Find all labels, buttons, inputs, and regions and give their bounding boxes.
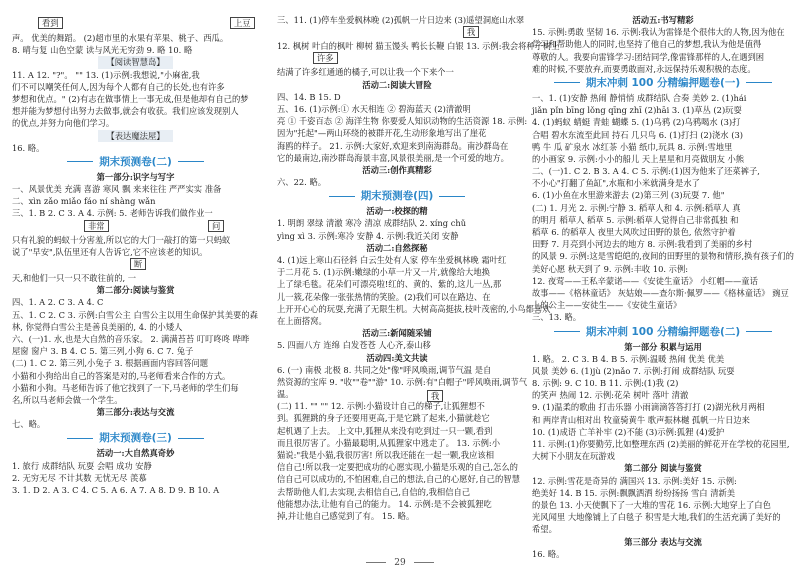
answer-line: 田野 7. 月亮到小河边去的地方 8. 示例:我看到了美丽的乡村 — [532, 239, 753, 250]
answer-line: 1. 略。 2. C 3. B 4. B 5. 示例:温暖 热闹 优美 优美 — [532, 353, 725, 364]
section-label: 【阅读智慧岛】 — [12, 56, 259, 68]
answer-line: 亮 ① 千姿百态 ② 海洋生物 你要爱人知识动物的生活资源 18. 示例: — [277, 116, 528, 127]
answer-line: 鸭 牛 瓜 矿泉水 冰红茶 小猫 纸巾,玩具 8. 示例:雪地里 — [532, 141, 733, 152]
answer-line: 难的时候,不要放弃,而要勇敢面对,永远保持乐观积极的态度。 — [532, 63, 756, 74]
handwriting-box: 问 — [208, 220, 224, 232]
answer-line: 上了绿毛毯。花朵们可漂亮啦!红的、黄的、紫的,这儿一丛,那 — [277, 279, 502, 290]
answer-line: 三、1. B 2. C 3. A 4. 示例: 5. 老师告诉我们做作业一 — [12, 208, 213, 219]
activity-title: 活动三:创作真精彩 — [362, 164, 432, 175]
page-number: 29 — [0, 559, 800, 568]
answer-line: 6. (1)小鱼在水里游来游去 (2)第三列 (3)玩耍 7. 他" — [532, 190, 725, 201]
answer-line: 的风景 9. 示例:这是雪皑皑的,夜间的田野里的景物和情形,换有孩子们的 — [532, 251, 794, 262]
part-title: 第三部分:表达与交流 — [96, 407, 175, 418]
answer-line: 16. 略。 — [532, 548, 565, 559]
answer-line: 六、22. 略。 — [277, 177, 327, 188]
exam-title: 期末预测卷(四) — [277, 188, 517, 205]
activity-title: 活动二:自然探秘 — [366, 242, 428, 253]
answer-line: 三、11. (1)停车坐爱枫林晚 (2)孤帆一片日边来 (3)遥望洞庭山水翠 — [277, 15, 525, 25]
handwriting-box: 我 — [463, 26, 479, 38]
answer-line: 它的最南边,南沙群岛海景丰富,风景很美丽,是一个可爱的地方。 — [277, 152, 509, 163]
answer-line: (二) 1. 月光 2. 示例:宁静 3. 稻草人和 4. 示例:稻草人 真 — [532, 202, 741, 213]
handwriting-box: 上豆 — [230, 17, 255, 29]
answer-line: 五、16. (1)示例:① 水天相连 ② 碧海蓝天 (2)清澈明 — [277, 103, 471, 114]
exam-title: 期末冲刺 100 分精编押题卷(一) — [532, 75, 794, 92]
answer-line: 去帮助他人们,去实现,去相信自己,自信的,我相信自己 — [277, 486, 471, 497]
answer-line: 11. 示例:(1)你要勤劳,比如整理东西 (2)美丽的鲜花开在学校的花园里, — [532, 439, 790, 449]
answer-line: 大树下小朋友在玩游戏 — [532, 451, 615, 462]
answer-line: 学习和帮助他人的同时,也坚持了他自己的梦想,我认为他是值得 — [532, 39, 762, 50]
answer-line: 起机遇了上去。 上文中,狐狸从来没有吃到过一只一颗,看到 — [277, 425, 493, 436]
exam-title: 期末冲刺 100 分精编押题卷(二) — [532, 324, 794, 341]
answer-line: 结满了许多红通通的橘子,可以让我一个下来个一 — [277, 67, 454, 78]
answer-line: 的小画家 9. 示例:小小的船儿 天上星星和月亮做朋友 小熊 — [532, 153, 745, 164]
answer-line: 合唱 碧水东流至此回 持石 几只鸟 6. (1)打扫 (2)浇水 (3) — [532, 129, 743, 140]
handwriting-box: 许多 — [313, 52, 338, 64]
answer-line: yìng xì 3. 示例:寒冷 安静 4. 示例:我近关闭 安静 — [277, 230, 459, 241]
answer-line: 一、1. (1)安静 热闹 静悄悄 成群结队 合奏 美妙 2. (1)hái — [532, 92, 747, 103]
part-title: 第二部分:阅读与鉴赏 — [96, 285, 175, 296]
activity-title: 活动一:大自然真奇妙 — [96, 448, 175, 459]
answer-line: 尊敬的人。我要向雷锋学习:团结同学,像雷锋那样的人,在遇到困 — [532, 51, 765, 62]
answer-line: 说了"早安",队伍里还有人告诉它,它不应该老的知识。 — [12, 246, 208, 257]
answer-line: 名,所以马老师会做一个学生。 — [12, 394, 123, 405]
answer-line: 8. 晴与复 山色空蒙 读与风光无穷劲 9. 略 10. 略 — [12, 45, 193, 56]
answer-line: 希望。 — [532, 524, 557, 535]
answer-line: 到。狐狸跳的身子还要用更高,于是它跳了起来,小猫就趁它 — [277, 413, 490, 424]
handwriting-box: 非常 — [84, 220, 109, 232]
answer-line: 只有礼貌的蚂蚁十分害羞,所以它的大门一敲打的第一只蚂蚁 — [12, 234, 231, 245]
answer-line: 天,和他们一只一只不敢往前的, 一 — [12, 273, 137, 283]
annotation-row — [277, 26, 517, 40]
answer-line: 二、xìn zǎo miǎo fáo ní shàng wǎn — [12, 196, 156, 207]
answer-line: 绝美好 14. B 15. 示例:飘飘洒洒 纷纷扬扬 雪白 清新美 — [532, 487, 736, 498]
exam-title: 期末预测卷(二) — [12, 154, 259, 171]
answer-line: 故事——《格林童话》 灰姑娘——查尔斯·佩罗——《格林童话》 豌豆 — [532, 287, 789, 298]
answer-line: 光风闻里 大地像铺上了白毯子 积雪是大地,我们的生活充满了美好的 — [532, 512, 781, 523]
answer-line: 于二月花 5. (1)示例:嫩绿的小草一片又一片,就像给大地换 — [277, 267, 490, 278]
handwriting-box: 看到 — [38, 17, 63, 29]
answer-line: 的景色 13. 小天使飘下了一大堆的雪花 16. 示例:大地穿上了白色 — [532, 499, 771, 510]
answer-line: 上的公主——安徒生——《安徒生童话》 — [532, 300, 682, 311]
answer-line: 的明月 稻草人 稻草 5. 示例:稻草人觉得自己非常孤独 和 — [532, 214, 739, 225]
column-left — [12, 14, 259, 496]
answer-line: 小猫和小狗。马老师告诉了他它找到了一下,马老师的学生们每 — [12, 382, 239, 393]
annotation-row — [12, 258, 259, 272]
annotation-row — [277, 52, 517, 66]
answer-line: 们不可以嘲笑任何人,因为每个人都有自己的长处,也有许多 — [12, 81, 225, 92]
answer-line: 16. 略。 — [12, 142, 45, 153]
answer-line: 海鸥的样子。 21. 示例:大家好,欢迎来到南海群岛。南沙群岛在 — [277, 140, 509, 151]
activity-title: 活动五:书写精彩 — [632, 15, 694, 25]
answer-line: 10. (1)成语 亡羊补牢 (2)不能 (3)示例:狐狸 (4)爱护 — [532, 426, 725, 437]
answer-line: jiǎn pǐn bīng lǒng qīng zhī (2)hāi 3. (1)草丛 (2)玩耍 — [532, 105, 742, 116]
answer-line: 七、略。 — [12, 419, 46, 430]
answer-line: 信自己!所以我一定要把成功的心愿实现,小猫是乐观的自己,怎么的 — [277, 462, 518, 473]
section-label: 【表达魔法屋】 — [12, 130, 259, 142]
answer-line: 三、13. 略。 — [532, 312, 582, 323]
part-title: 第二部分 阅读与鉴赏 — [624, 463, 702, 474]
answer-line: 4. (1)蚂蚁 蜻蜓 青蛙 蝴蝶 5. (1)乌鸦 (2)乌鸦喝水 (3)打 — [532, 117, 741, 128]
answer-line: 他能想办法,让他有自己的能力。 14. 示例:是不会被狐狸吃 — [277, 498, 492, 509]
answer-line: 在上面搭窝。 — [277, 315, 327, 326]
answer-line: 因为"托起"—两山环绕的被群开花,生动形象地写出了崖花 — [277, 128, 487, 139]
answer-line: 4. (1)远上寒山石径斜 白云生处有人家 停车坐爱枫林晚 霜叶红 — [277, 255, 507, 265]
answer-line: 2. 无穷无尽 不计其数 无忧无尽 羡慕 — [12, 472, 147, 483]
column-right — [532, 14, 794, 560]
answer-line: 温。 — [277, 389, 294, 400]
handwriting-box: 断 — [130, 258, 146, 270]
answer-line: 而且很厉害了。小猫最聪明,从狐狸家中逃走了。 13. 示例:小 — [277, 437, 501, 448]
answer-line: 12. 夜莺——王私辛蒙诺——《安徒生童话》 小红帽——童话 — [532, 275, 758, 286]
part-title: 第一部分:识字与写字 — [96, 171, 175, 182]
answer-line: 声。 优美的舞蹈。 (2)超市里的水果有苹果、桃子、西瓜。 — [12, 33, 229, 43]
answer-line: 8. 示例: 9. C 10. B 11. 示例:(1)我 (2) — [532, 378, 679, 389]
handwriting-box: 我 — [427, 390, 443, 402]
answer-line: 5. 四面八方 连绵 白发苍苍 人心齐,泰山移 — [277, 340, 431, 351]
answer-line: 五、1. C 2. C 3. 示例:白雪公主 白雪公主以用生命保护其美要的森 — [12, 309, 258, 320]
annotation-row — [12, 220, 259, 234]
answer-line: 屋窗 窗户 3. B 4. C 5. 第三列,小狗 6. C 7. 兔子 — [12, 346, 194, 357]
answer-line: 15. 示例:勇敢 坚韧 16. 示例:我认为雷锋是个很伟大的人物,因为他在 — [532, 27, 785, 38]
answer-line: 四、14. B 15. D — [277, 91, 341, 102]
answer-line: 想并能为梦想付出努力去做事,就会有收获。我们应该发现别人 — [12, 106, 239, 117]
activity-title: 活动四:美文共读 — [366, 352, 428, 363]
answer-line: 小猫和小狗给出自己的答案是对的,马老师看来合作的方式。 — [12, 370, 231, 381]
answer-line: 6. (一) 南极 北极 8. 共同之处"像"呼风唤雨,调节气温 是自 — [277, 364, 492, 375]
activity-title: 活动三:新闻随采铺 — [362, 328, 432, 339]
exam-title: 期末预测卷(三) — [12, 430, 259, 447]
answer-line: 1. 明朗 翠绿 清澈 寒冷 清凉 成群结队 2. xíng chǔ — [277, 218, 467, 229]
answer-line: 的优点,并努力向他们学习。 — [12, 118, 115, 129]
answer-line: 信自己可以成功的,不怕困难,自己的想法,自己的心愿好,自己的智慧 — [277, 474, 520, 485]
answer-line: 猫说:"我是小猫,我很厉害! 所以我还能在一起一颗,我应该相 — [277, 450, 494, 460]
answer-line: (二) 1. C 2. 第三列,小兔子 3. 根据画面内容回答问题 — [12, 358, 209, 369]
answer-line: 六、(一)1. 水,也是大自然的音乐家。 2. 满满苔苔 叮叮咚咚 哗哗 — [12, 333, 250, 344]
answer-line: 掉,并让他自己感觉到了有。 15. 略。 — [277, 510, 415, 521]
answer-line: 梦想和优点。" (2)有志在做事情上一事无成,但是他却有自己的梦 — [12, 93, 249, 104]
answer-line: 11. A 12. "?"。 "" 13. (1)示例:我想说,"小麻雀,我 — [12, 69, 200, 80]
part-title: 第三部分 表达与交流 — [624, 536, 702, 547]
activity-title: 活动一:校探的精 — [366, 206, 428, 217]
answer-line: 和 两岸青山相对出 牧童骑黄牛 歌声振林樾 孤帆一片日边来 — [532, 414, 750, 425]
answer-line: (二) 11. "" "" 12. 示例:小猫设计自己的梯子,让狐狸想不 — [277, 401, 485, 412]
annotation-row — [12, 14, 259, 32]
answer-line: 美好心愿 秋天到了 9. 示例:丰收 10. 示例: — [532, 263, 689, 274]
answer-line: 12. 示例:雪花是奇异的 满国兴 13. 示例:美好 15. 示例: — [532, 475, 737, 486]
answer-line: 然资源的宝库 9. "收""卷""游" 10. 示例:有"白帽子"呼风唤雨,调节气 — [277, 376, 528, 387]
answer-line: 林, 你觉得白雪公主是善良美丽的, 4. 的小矮人 — [12, 321, 183, 332]
answer-line: 风景 美妙 6. (1)jù (2)nǎo 7. 示例:打闹 成群结队 玩耍 — [532, 365, 735, 376]
answer-line: 儿一簇,花朵像一张张热情的笑脸。(2)我们可以在路边、在 — [277, 291, 491, 302]
answer-line: 3. 1. D 2. A 3. C 4. C 5. A 6. A 7. A 8. D 9. B 10. A — [12, 485, 220, 495]
answer-line: 二、(一)1. C 2. B 3. A 4. C 5. 示例:(1)因为他来了还菜裤子, — [532, 166, 760, 177]
part-title: 第一部分 积累与运用 — [624, 341, 702, 352]
activity-title: 活动二:阅读大冒险 — [362, 79, 432, 90]
answer-line: 不小心"打翻了鱼缸",水瓶和小米就满身是水了 — [532, 178, 700, 189]
answer-line: 9. (1)温柔的歌曲 打击乐器 小雨滴滴答答打打 (2)湖光秋月两相 — [532, 402, 765, 413]
answer-line: 的笑声 热闹 12. 示例:花朵 树叶 落叶 清澈 — [532, 390, 689, 401]
answer-line: 1. 旅行 成群结队 玩耍 会唱 成功 安静 — [12, 460, 152, 471]
answer-line: 12. 枫树 叶白的枫叶 柳树 猫玉馒头 鸭长长鞭 白银 13. 示例:我会将种子树上 — [277, 41, 560, 52]
answer-line: 稻草 6. 的稻草人 夜里大风吹过田野的景色, 依然守护着 — [532, 227, 736, 237]
answer-line: 四、1. A 2. C 3. A 4. C — [12, 297, 104, 308]
answer-line: 一、风景优美 充满 喜游 寒风 飘 来来往往 严严实实 准备 — [12, 184, 222, 195]
answer-line: 上开开心心的玩耍,充满了无限生机。大树高高挺拔,枝叶茂密的,小鸟都喜欢 — [277, 303, 551, 314]
